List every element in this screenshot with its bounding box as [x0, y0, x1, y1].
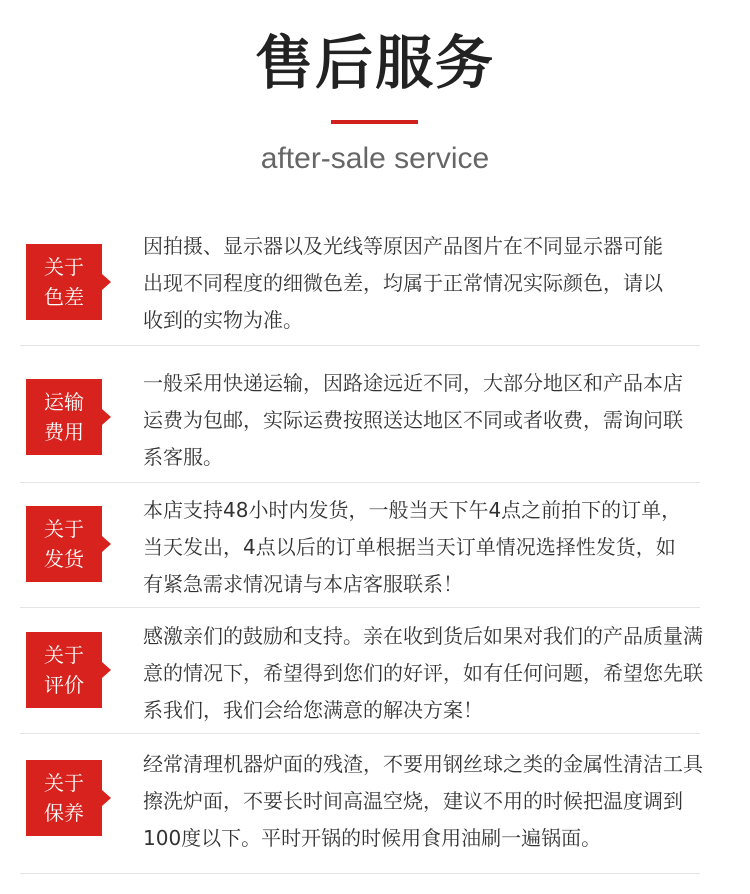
text-line: 系我们，我们会给您满意的解决方案！: [143, 698, 483, 722]
divider: [20, 482, 700, 483]
text-line: 100度以下。平时开锅的时候用食用油刷一遍锅面。: [143, 826, 602, 850]
badge-maintenance: [26, 760, 102, 836]
badge-line2: 色差: [44, 285, 84, 309]
section-text: [143, 746, 733, 857]
divider: [20, 733, 700, 734]
badge-review: [26, 632, 102, 708]
text-line: 意的情况下，希望得到您们的好评，如有任何问题，希望您先联: [143, 661, 703, 685]
page-subtitle: after-sale service: [260, 142, 490, 175]
badge-line1: 运输: [44, 390, 84, 414]
text-line: 感激亲们的鼓励和支持。亲在收到货后如果对我们的产品质量满: [143, 624, 703, 648]
badge-delivery: [26, 506, 102, 582]
divider: [20, 345, 700, 346]
text-line: 有紧急需求情况请与本店客服联系！: [143, 572, 463, 596]
text-line: 一般采用快递运输，因路途远近不同，大部分地区和产品本店: [143, 371, 683, 395]
text-line: 因拍摄、显示器以及光线等原因产品图片在不同显示器可能: [143, 234, 663, 258]
badge-shipping-cost: [26, 379, 102, 455]
divider: [20, 607, 700, 608]
badge-color-difference: [26, 244, 102, 320]
badge-line2: 费用: [44, 420, 84, 444]
text-line: 运费为包邮，实际运费按照送达地区不同或者收费，需询问联: [143, 408, 683, 432]
text-line: 本店支持48小时内发货，一般当天下午4点之前拍下的订单，: [143, 498, 682, 522]
badge-line1: 关于: [44, 255, 84, 279]
text-line: 系客服。: [143, 445, 223, 469]
badge-line2: 保养: [44, 801, 84, 825]
text-line: 收到的实物为准。: [143, 308, 303, 332]
section-text: [143, 228, 733, 339]
text-line: 当天发出，4点以后的订单根据当天订单情况选择性发货，如: [143, 535, 676, 559]
badge-line1: 关于: [44, 771, 84, 795]
badge-line2: 评价: [44, 673, 84, 697]
section-text: [143, 365, 733, 476]
badge-line1: 关于: [44, 517, 84, 541]
divider: [20, 873, 700, 874]
section-text: [143, 492, 733, 603]
badge-line2: 发货: [44, 547, 84, 571]
title-accent-line: [331, 120, 418, 124]
section-text: [143, 618, 733, 729]
text-line: 擦洗炉面，不要长时间高温空烧，建议不用的时候把温度调到: [143, 789, 683, 813]
text-line: 经常清理机器炉面的残渣，不要用钢丝球之类的金属性清洁工具: [143, 752, 703, 776]
badge-line1: 关于: [44, 643, 84, 667]
page-title: 售后服务: [254, 29, 495, 97]
text-line: 出现不同程度的细微色差，均属于正常情况实际颜色，请以: [143, 271, 663, 295]
